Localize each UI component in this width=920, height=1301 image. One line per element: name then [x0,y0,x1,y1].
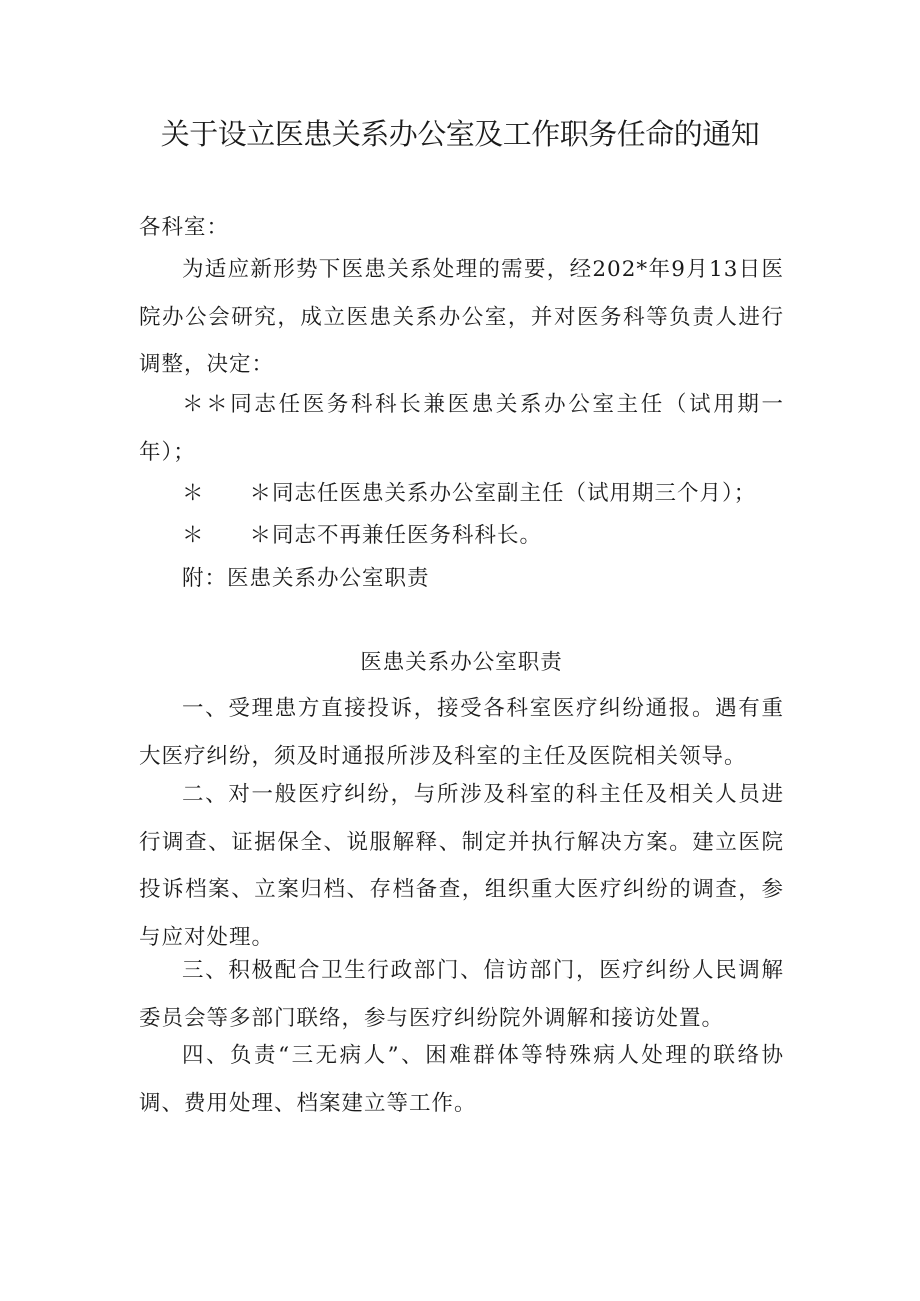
duties-title: 医患关系办公室职责 [360,650,563,675]
attachment-note: 附：医患关系办公室职责 [182,566,430,591]
appointment-1: ＊＊同志任医务科科长兼医患关系办公室主任（试用期一年）； [139,392,784,465]
intro-paragraph: 为适应新形势下医患关系处理的需要，经202*年9月13日医院办公会研究，成立医患关系办公室，并对医务科等负责人进行调整，决定： [139,257,784,377]
document-title: 关于设立医患关系办公室及工作职务任命的通知 [160,117,760,151]
duty-item-2: 二、对一般医疗纠纷，与所涉及科室的科主任及相关人员进行调查、证据保全、说服解释、制定并执行解决方案。建立医院投诉档案、立案归档、存档备查，组织重大医疗纠纷的调查，参与应对处理。 [139,782,784,950]
salutation: 各科室： [139,215,230,240]
duty-item-4: 四、负责“三无病人”、困难群体等特殊病人处理的联络协调、费用处理、档案建立等工作。 [139,1043,784,1116]
duty-item-3: 三、积极配合卫生行政部门、信访部门，医疗纠纷人民调解委员会等多部门联络，参与医疗纠纷院外调解和接访处置。 [139,958,784,1031]
appointment-2: ＊ ＊同志任医患关系办公室副主任（试用期三个月）； [182,481,757,506]
appointment-3: ＊ ＊同志不再兼任医务科科长。 [182,523,543,548]
duty-item-1: 一、受理患方直接投诉，接受各科室医疗纠纷通报。遇有重大医疗纠纷，须及时通报所涉及科室的主任及医院相关领导。 [139,696,784,769]
